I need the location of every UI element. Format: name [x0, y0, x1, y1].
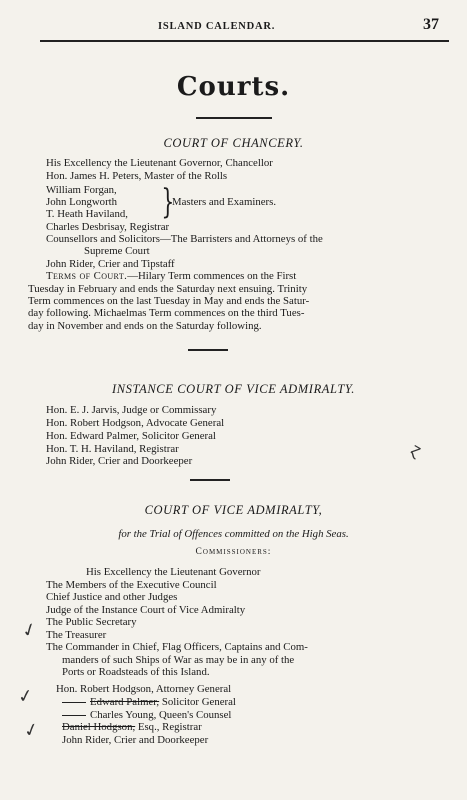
commissioner-line: Chief Justice and other Judges — [46, 591, 178, 603]
dash-glyph — [62, 715, 86, 716]
section-rule — [190, 479, 230, 481]
vice-admiralty-subheading: for the Trial of Offences committed on the High Seas. — [118, 528, 349, 540]
header-rule — [40, 40, 449, 42]
instance-line: Hon. Robert Hodgson, Advocate General — [46, 417, 225, 429]
commissioner-line: The Treasurer — [46, 629, 107, 641]
commissioner-line: Judge of the Instance Court of Vice Admiralty — [46, 604, 246, 616]
instance-line: John Rider, Crier and Doorkeeper — [46, 455, 193, 467]
commissioner-line: The Commander in Chief, Flag Officers, Captains and Com- — [46, 641, 308, 653]
master-name: T. Heath Haviland, — [46, 208, 128, 220]
officer-line: Hon. Robert Hodgson, Attorney General — [56, 683, 232, 695]
officer-line: John Rider, Crier and Doorkeeper — [62, 734, 209, 746]
instance-line: Hon. T. H. Haviland, Registrar — [46, 443, 179, 455]
crier-line: John Rider, Crier and Tipstaff — [46, 258, 175, 270]
vice-admiralty-heading: COURT OF VICE ADMIRALTY, — [144, 503, 323, 517]
handwritten-scribble-icon: ɀ — [407, 439, 425, 460]
title-rule — [196, 117, 272, 119]
handwritten-check-icon: ✓ — [21, 718, 42, 743]
terms-line — [46, 270, 296, 282]
counsellors-line: Supreme Court — [84, 245, 150, 257]
commissioner-line: His Excellency the Lieutenant Governor — [86, 566, 261, 578]
officer-text: Charles Young, Queen's Counsel — [90, 709, 232, 721]
struck-name: Edward Palmer, — [90, 696, 160, 708]
brace-glyph: } — [161, 182, 175, 222]
terms-line: Term commences on the last Tuesday in May and ends the Satur- — [28, 295, 310, 307]
dash-glyph — [62, 702, 86, 703]
running-head: ISLAND CALENDAR. — [158, 21, 276, 32]
master-name: John Longworth — [46, 196, 118, 208]
terms-line: day in November and ends on the Saturday following. — [28, 320, 262, 332]
officer-line — [62, 709, 231, 721]
registrar-line: Charles Desbrisay, Registrar — [46, 221, 170, 233]
instance-court-heading: INSTANCE COURT OF VICE ADMIRALTY. — [111, 382, 356, 396]
counsellors-line: Counsellors and Solicitors—The Barristers and Attorneys of the — [46, 233, 323, 245]
officer-role: Esq., Registrar — [137, 721, 202, 733]
terms-line: day following. Michaelmas Term commences on the third Tues- — [28, 307, 305, 319]
commissioner-line: The Members of the Executive Council — [46, 579, 217, 591]
terms-line: Tuesday in February and ends the Saturday next ensuing. Trinity — [28, 283, 308, 295]
instance-line: Hon. Edward Palmer, Solicitor General — [46, 430, 216, 442]
officer-line — [62, 721, 202, 733]
commissioners-label: Commissioners: — [195, 547, 272, 557]
commissioner-line: manders of such Ships of War as may be in any of the — [62, 654, 295, 666]
chancery-line: His Excellency the Lieutenant Governor, Chancellor — [46, 157, 273, 169]
officer-line — [62, 696, 236, 708]
struck-name: Daniel Hodgson, — [62, 721, 136, 733]
handwritten-check-icon: ✓ — [18, 618, 41, 643]
terms-label: Terms of Court. — [46, 270, 128, 282]
handwritten-check-icon: ✓ — [16, 684, 35, 709]
page-header — [0, 18, 467, 38]
section-rule — [188, 349, 228, 351]
commissioner-line: Ports or Roadsteads of this Island. — [62, 666, 210, 678]
chancery-line: Hon. James H. Peters, Master of the Rolls — [46, 170, 228, 182]
page-title: Courts. — [176, 72, 291, 102]
commissioner-line: The Public Secretary — [46, 616, 137, 628]
master-name: William Forgan, — [46, 184, 117, 196]
page-number: 37 — [423, 16, 439, 33]
terms-text: —Hilary Term commences on the First — [127, 270, 297, 282]
masters-role: Masters and Examiners. — [172, 196, 277, 208]
instance-line: Hon. E. J. Jarvis, Judge or Commissary — [46, 404, 217, 416]
chancery-heading: COURT OF CHANCERY. — [163, 136, 304, 150]
officer-role: Solicitor General — [161, 696, 236, 708]
